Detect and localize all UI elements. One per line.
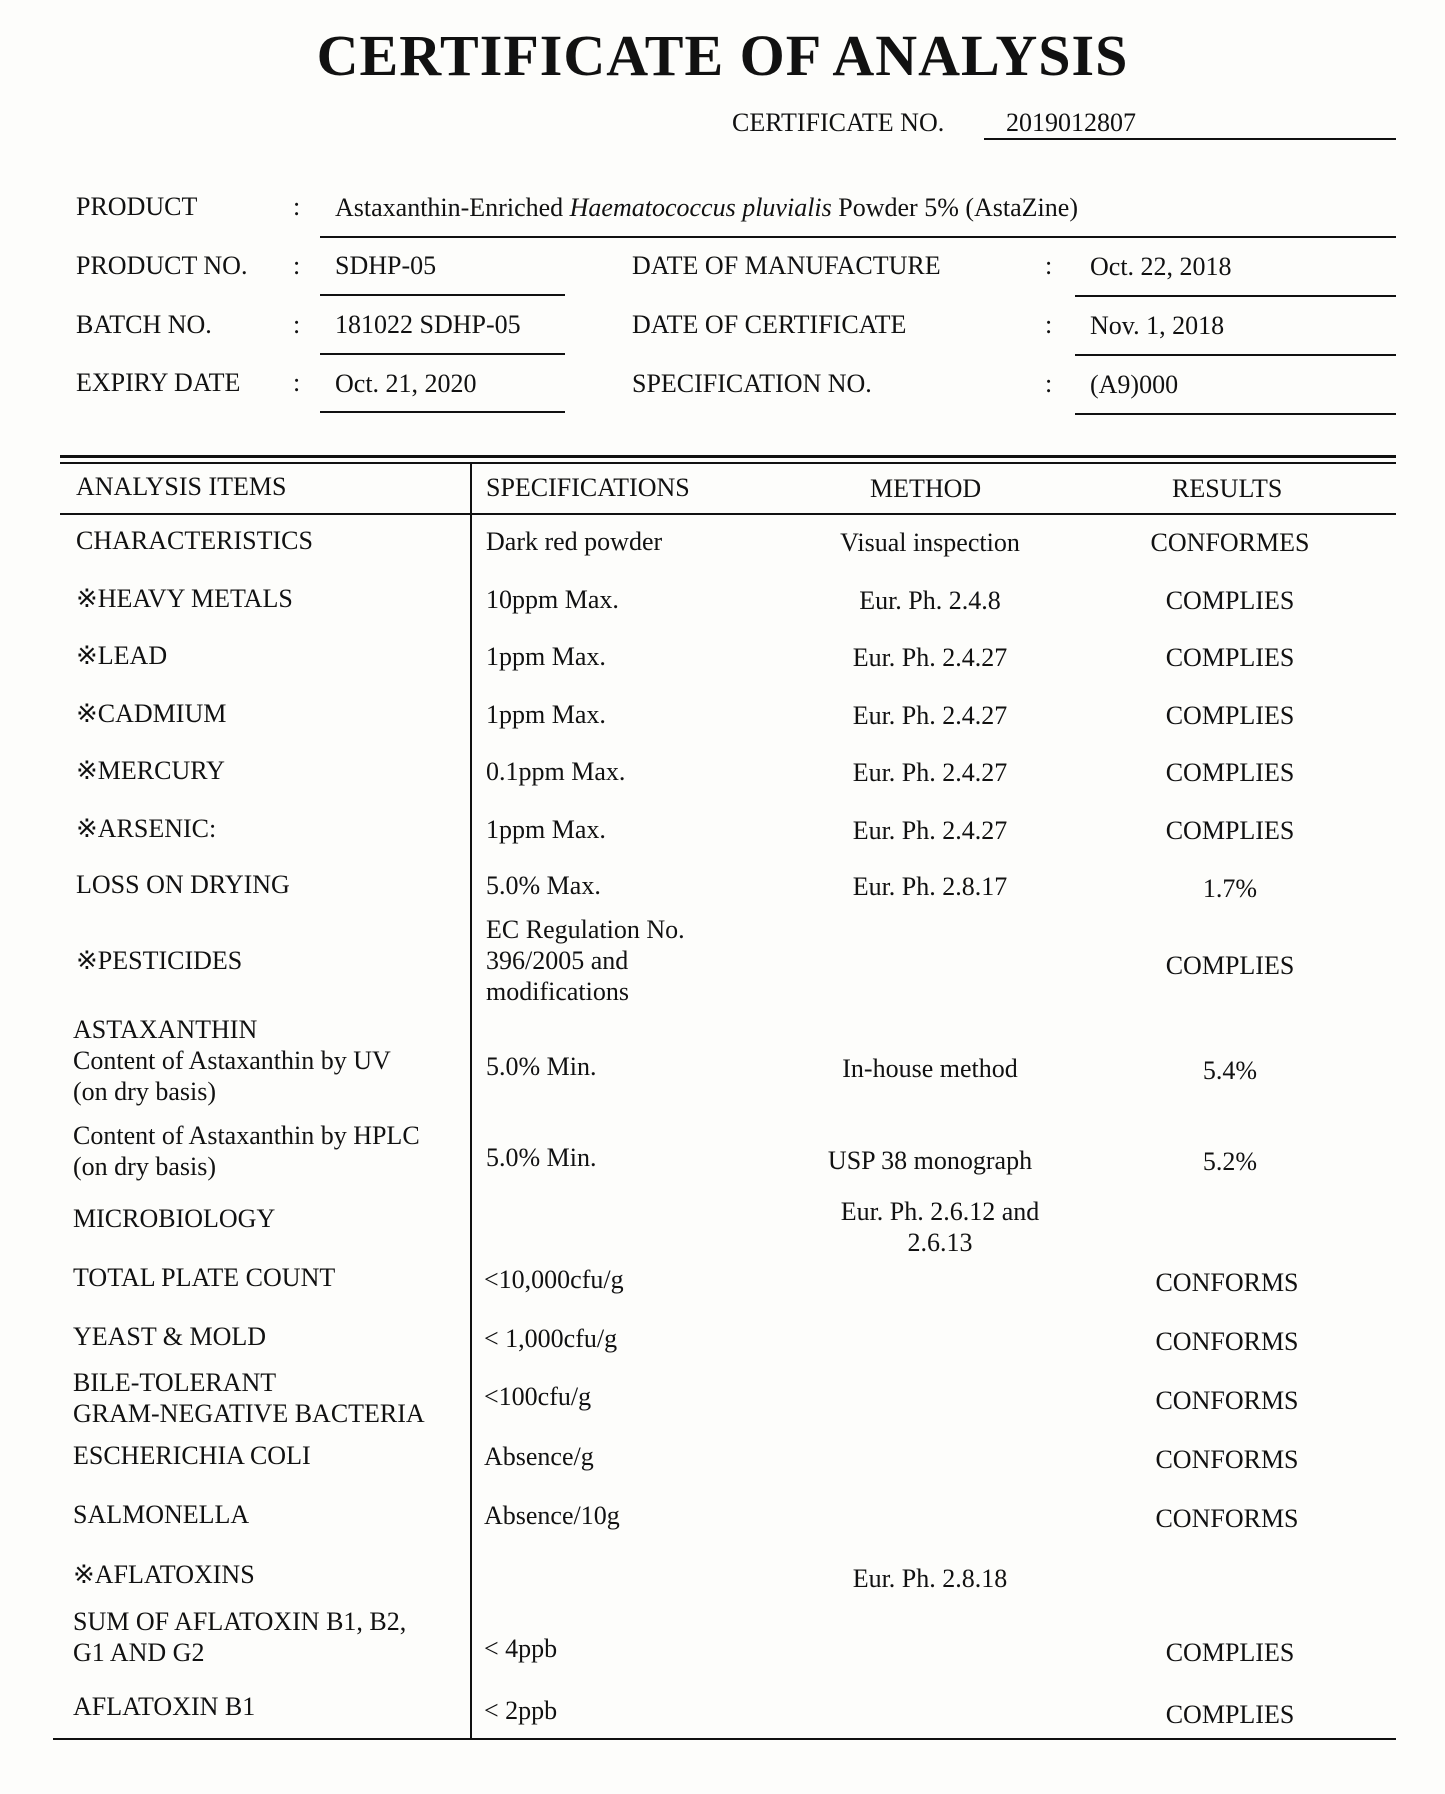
row-item: ※CADMIUM bbox=[76, 699, 227, 728]
expiry-date-underline bbox=[320, 411, 565, 413]
colon: : bbox=[293, 310, 301, 339]
colon: : bbox=[293, 251, 301, 280]
row-item: YEAST & MOLD bbox=[73, 1322, 267, 1351]
row-item: ※MERCURY bbox=[76, 756, 225, 785]
row-method: Eur. Ph. 2.4.27 bbox=[852, 758, 1008, 787]
row-method: In-house method bbox=[842, 1054, 1018, 1083]
table-column-divider bbox=[470, 462, 472, 1738]
row-result: CONFORMES bbox=[1150, 528, 1310, 557]
document-title: CERTIFICATE OF ANALYSIS bbox=[316, 23, 1129, 88]
row-result: COMPLIES bbox=[1165, 816, 1295, 845]
row-item: ※ARSENIC: bbox=[76, 814, 217, 843]
row-result: COMPLIES bbox=[1165, 951, 1295, 980]
row-item: CHARACTERISTICS bbox=[76, 526, 313, 555]
date-of-certificate-value: Nov. 1, 2018 bbox=[1090, 311, 1225, 340]
row-result: CONFORMS bbox=[1155, 1504, 1299, 1533]
table-bottom-rule bbox=[53, 1738, 1396, 1740]
row-item: MICROBIOLOGY bbox=[73, 1204, 276, 1233]
row-method: USP 38 monograph bbox=[827, 1146, 1033, 1175]
header-analysis-items: ANALYSIS ITEMS bbox=[76, 472, 287, 501]
colon: : bbox=[1045, 251, 1053, 280]
row-spec: < 2ppb bbox=[484, 1696, 558, 1725]
row-spec: 1ppm Max. bbox=[486, 700, 606, 729]
batch-no-label: BATCH NO. bbox=[76, 310, 212, 339]
row-spec: < 1,000cfu/g bbox=[484, 1324, 618, 1353]
date-of-manufacture-label: DATE OF MANUFACTURE bbox=[632, 251, 941, 280]
row-item: AFLATOXIN B1 bbox=[73, 1692, 256, 1721]
certificate-no-label: CERTIFICATE NO. bbox=[732, 108, 945, 137]
row-item: SALMONELLA bbox=[73, 1500, 250, 1529]
product-no-label: PRODUCT NO. bbox=[76, 251, 248, 280]
product-value-prefix: Astaxanthin-Enriched bbox=[335, 193, 570, 222]
row-item: ESCHERICHIA COLI bbox=[73, 1441, 311, 1470]
row-method: Eur. Ph. 2.4.27 bbox=[852, 701, 1008, 730]
row-method: Eur. Ph. 2.6.12 and 2.6.13 bbox=[840, 1197, 1040, 1257]
row-spec: 1ppm Max. bbox=[486, 815, 606, 844]
header-results: RESULTS bbox=[1172, 474, 1283, 503]
row-method: Visual inspection bbox=[840, 528, 1020, 557]
product-label: PRODUCT bbox=[76, 192, 198, 221]
row-result: COMPLIES bbox=[1165, 758, 1295, 787]
row-item: ※PESTICIDES bbox=[76, 946, 243, 975]
row-method: Eur. Ph. 2.8.18 bbox=[852, 1564, 1008, 1593]
row-result: COMPLIES bbox=[1165, 701, 1295, 730]
row-spec: <10,000cfu/g bbox=[484, 1265, 624, 1294]
row-item: TOTAL PLATE COUNT bbox=[73, 1263, 336, 1292]
row-item: ※HEAVY METALS bbox=[76, 584, 293, 613]
row-item: Content of Astaxanthin by HPLC (on dry basis) bbox=[73, 1121, 420, 1181]
row-spec: 10ppm Max. bbox=[486, 585, 619, 614]
specification-no-underline bbox=[1075, 413, 1396, 415]
row-result: 5.2% bbox=[1202, 1147, 1258, 1176]
row-item: ASTAXANTHIN Content of Astaxanthin by UV (on dry basis) bbox=[73, 1015, 391, 1106]
row-spec: 5.0% Min. bbox=[486, 1052, 597, 1081]
row-spec: <100cfu/g bbox=[484, 1382, 592, 1411]
colon: : bbox=[1045, 310, 1053, 339]
row-item: ※AFLATOXINS bbox=[73, 1560, 255, 1589]
row-result: 1.7% bbox=[1202, 874, 1258, 903]
header-method: METHOD bbox=[870, 474, 982, 503]
row-result: COMPLIES bbox=[1165, 1638, 1295, 1667]
row-result: CONFORMS bbox=[1155, 1386, 1299, 1415]
row-spec: Absence/10g bbox=[484, 1501, 620, 1530]
product-no-underline bbox=[320, 294, 565, 296]
row-result: CONFORMS bbox=[1155, 1445, 1299, 1474]
expiry-date-label: EXPIRY DATE bbox=[76, 368, 241, 397]
colon: : bbox=[1045, 369, 1053, 398]
colon: : bbox=[293, 192, 301, 221]
row-item: LOSS ON DRYING bbox=[76, 870, 290, 899]
date-of-certificate-label: DATE OF CERTIFICATE bbox=[632, 310, 907, 339]
row-method: Eur. Ph. 2.4.8 bbox=[859, 586, 1001, 615]
date-of-manufacture-underline bbox=[1075, 295, 1396, 297]
row-method: Eur. Ph. 2.4.27 bbox=[852, 816, 1008, 845]
batch-no-value: 181022 SDHP-05 bbox=[335, 310, 521, 339]
product-value-suffix: Powder 5% (AstaZine) bbox=[831, 193, 1078, 222]
row-spec: Absence/g bbox=[484, 1442, 594, 1471]
product-no-value: SDHP-05 bbox=[335, 251, 437, 280]
row-result: 5.4% bbox=[1202, 1056, 1258, 1085]
row-result: COMPLIES bbox=[1165, 586, 1295, 615]
row-spec: < 4ppb bbox=[484, 1634, 558, 1663]
header-specifications: SPECIFICATIONS bbox=[486, 473, 690, 502]
expiry-date-value: Oct. 21, 2020 bbox=[335, 369, 477, 398]
certificate-no-underline bbox=[984, 138, 1396, 140]
colon: : bbox=[293, 368, 301, 397]
product-underline bbox=[320, 236, 1396, 238]
table-header-rule bbox=[60, 513, 1396, 515]
row-spec: 5.0% Min. bbox=[486, 1143, 597, 1172]
batch-no-underline bbox=[320, 353, 565, 355]
row-result: CONFORMS bbox=[1155, 1268, 1299, 1297]
product-value-species: Haematococcus pluvialis bbox=[569, 193, 832, 222]
specification-no-value: (A9)000 bbox=[1090, 370, 1179, 399]
date-of-manufacture-value: Oct. 22, 2018 bbox=[1090, 252, 1232, 281]
row-result: COMPLIES bbox=[1165, 643, 1295, 672]
row-item: ※LEAD bbox=[76, 641, 168, 670]
table-top-rule-inner bbox=[60, 462, 1396, 464]
row-item: SUM OF AFLATOXIN B1, B2, G1 AND G2 bbox=[73, 1607, 407, 1667]
row-spec: 5.0% Max. bbox=[486, 871, 601, 900]
row-result: CONFORMS bbox=[1155, 1327, 1299, 1356]
row-spec: 1ppm Max. bbox=[486, 642, 606, 671]
row-spec: EC Regulation No. 396/2005 and modifications bbox=[486, 915, 685, 1006]
table-top-rule bbox=[60, 455, 1396, 458]
row-spec: 0.1ppm Max. bbox=[486, 757, 626, 786]
certificate-no-value: 2019012807 bbox=[1006, 108, 1136, 137]
specification-no-label: SPECIFICATION NO. bbox=[632, 369, 872, 398]
row-spec: Dark red powder bbox=[486, 527, 663, 556]
row-result: COMPLIES bbox=[1165, 1700, 1295, 1729]
row-item: BILE-TOLERANT GRAM-NEGATIVE BACTERIA bbox=[73, 1368, 425, 1428]
date-of-certificate-underline bbox=[1075, 354, 1396, 356]
row-method: Eur. Ph. 2.8.17 bbox=[852, 872, 1008, 901]
product-value bbox=[335, 193, 1078, 223]
row-method: Eur. Ph. 2.4.27 bbox=[852, 643, 1008, 672]
